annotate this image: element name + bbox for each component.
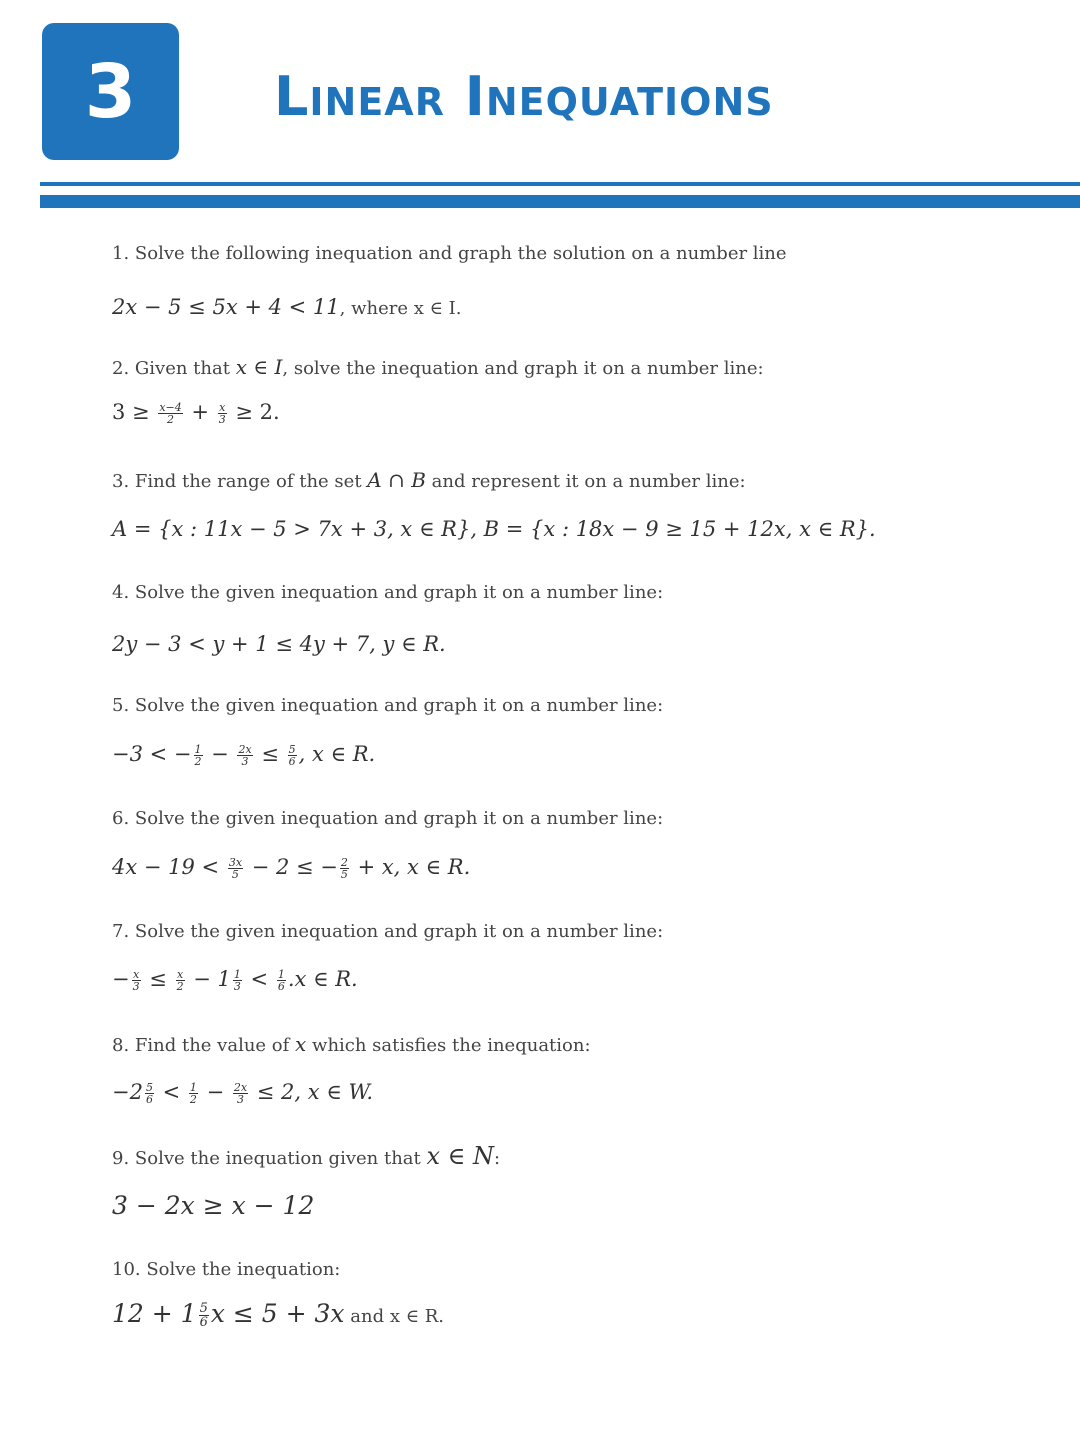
fraction	[199, 1302, 209, 1329]
question-10-suffix: and x ∈ R.	[344, 1306, 445, 1327]
fraction	[132, 969, 141, 992]
fraction-denominator: 6	[145, 1093, 153, 1106]
question-7-prompt: 7. Solve the given inequation and graph it on a number line:	[112, 921, 664, 942]
expr-part: −	[112, 967, 130, 991]
expr-part: − 1	[186, 967, 231, 991]
expr-part: , x ∈ R.	[298, 742, 376, 766]
expr-part: + x, x ∈ R.	[350, 855, 471, 879]
fraction	[233, 969, 242, 992]
question-2-expr-pre: 3 ≥	[112, 400, 157, 424]
fraction-numerator: 1	[277, 968, 285, 981]
question-9-prompt-math: x ∈ N	[426, 1142, 495, 1170]
fraction	[145, 1082, 154, 1105]
fraction-numerator: 2	[340, 856, 348, 869]
fraction-denominator: 6	[288, 755, 296, 768]
question-2-fraction-1	[158, 402, 182, 425]
fraction-denominator: 3	[236, 1093, 244, 1106]
fraction-denominator: 3	[218, 413, 226, 426]
fraction-denominator: 3	[241, 755, 249, 768]
question-10-prompt: 10. Solve the inequation:	[112, 1259, 341, 1280]
question-2-expr-mid: +	[184, 400, 216, 424]
question-2-prompt-post: , solve the inequation and graph it on a number line:	[282, 358, 764, 379]
fraction-numerator: 1	[233, 968, 241, 981]
expr-part: −2	[112, 1080, 143, 1104]
question-8-expression	[112, 1076, 373, 1108]
question-3-prompt-post: and represent it on a number line:	[425, 471, 746, 492]
question-8-prompt-pre: 8. Find the value of	[112, 1035, 296, 1056]
question-5-prompt: 5. Solve the given inequation and graph it on a number line:	[112, 695, 664, 716]
expr-part: <	[243, 967, 275, 991]
question-3-prompt-math: A ∩ B	[367, 468, 426, 492]
question-1-expression	[112, 291, 461, 325]
chapter-title: Linear Inequations	[274, 65, 774, 128]
fraction-denominator: 5	[340, 868, 348, 881]
expr-part: − 2 ≤ −	[245, 855, 338, 879]
expr-part: ≤	[254, 742, 286, 766]
expr-part: ≤	[142, 967, 174, 991]
fraction	[288, 744, 297, 767]
question-3-prompt-pre: 3. Find the range of the set	[112, 471, 368, 492]
question-9-prompt-pre: 9. Solve the inequation given that	[112, 1148, 427, 1169]
question-3-expression: A = {x : 11x − 5 > 7x + 3, x ∈ R}, B = {x : 18x − 9 ≥ 15 + 12x, x ∈ R}.	[112, 517, 876, 541]
fraction-numerator: 5	[288, 743, 296, 756]
fraction	[194, 744, 203, 767]
question-9-prompt	[112, 1144, 500, 1171]
question-2-prompt	[112, 355, 764, 381]
fraction	[237, 744, 252, 767]
fraction	[228, 857, 243, 880]
question-6-expression	[112, 851, 470, 883]
fraction-numerator: 1	[189, 1081, 197, 1094]
question-8-prompt	[112, 1032, 591, 1058]
fraction-denominator: 3	[132, 980, 140, 993]
fraction	[176, 969, 185, 992]
fraction-numerator: 2x	[238, 743, 252, 756]
question-8-prompt-math: x	[295, 1032, 307, 1056]
chapter-number-box	[42, 23, 179, 160]
fraction-numerator: x	[133, 968, 140, 981]
expr-part: .x ∈ R.	[287, 967, 358, 991]
question-2-prompt-pre: 2. Given that	[112, 358, 236, 379]
question-9-math: 3 − 2x ≥ x − 12	[112, 1191, 315, 1220]
question-2-expression	[112, 396, 280, 428]
question-4-expression: 2y − 3 < y + 1 ≤ 4y + 7, y ∈ R.	[112, 632, 446, 656]
question-6-prompt: 6. Solve the given inequation and graph it on a number line:	[112, 808, 664, 829]
question-1-suffix: , where x ∈ I.	[339, 298, 462, 319]
question-3-prompt	[112, 468, 746, 494]
fraction-numerator: x−4	[159, 401, 182, 414]
fraction-numerator: x	[176, 968, 184, 981]
fraction-numerator: 5	[145, 1081, 153, 1094]
expr-part: ≤ 2, x ∈ W.	[250, 1080, 374, 1104]
expr-part: x ≤ 5 + 3x	[210, 1299, 345, 1328]
fraction	[189, 1082, 198, 1105]
fraction	[340, 857, 349, 880]
expr-part: <	[155, 1080, 187, 1104]
fraction-denominator: 2	[194, 755, 202, 768]
fraction	[233, 1082, 248, 1105]
fraction	[277, 969, 286, 992]
expr-part: −3 < −	[112, 742, 192, 766]
question-10-math	[112, 1299, 345, 1328]
fraction-denominator: 2	[189, 1093, 197, 1106]
fraction-denominator: 5	[231, 868, 239, 881]
expr-part: 12 + 1	[112, 1299, 197, 1328]
question-4-prompt: 4. Solve the given inequation and graph it on a number line:	[112, 582, 664, 603]
fraction-denominator: 6	[277, 980, 285, 993]
question-2-expr-post: ≥ 2.	[228, 400, 280, 424]
fraction-denominator: 6	[199, 1315, 208, 1330]
question-10-expression	[112, 1298, 444, 1333]
header-divider-thin	[40, 182, 1080, 186]
fraction-numerator: 3x	[228, 856, 243, 869]
question-8-prompt-post: which satisfies the inequation:	[306, 1035, 591, 1056]
expr-part: 4x − 19 <	[112, 855, 226, 879]
expr-part: −	[199, 1080, 231, 1104]
chapter-number: 3	[84, 48, 137, 135]
question-1-prompt: 1. Solve the following inequation and graph the solution on a number line	[112, 243, 787, 264]
question-5-expression	[112, 738, 375, 770]
question-9-prompt-post: :	[494, 1148, 501, 1169]
question-7-expression	[112, 963, 358, 995]
fraction-numerator: 1	[194, 743, 202, 756]
fraction-numerator: x	[219, 401, 226, 414]
fraction-denominator: 3	[233, 980, 241, 993]
question-2-prompt-math: x ∈ I	[235, 355, 283, 379]
question-1-math: 2x − 5 ≤ 5x + 4 < 11	[112, 295, 340, 319]
fraction-denominator: 2	[167, 413, 175, 426]
fraction-numerator: 5	[199, 1301, 208, 1316]
header-divider-thick	[40, 195, 1080, 208]
fraction-denominator: 2	[176, 980, 184, 993]
question-2-fraction-2	[218, 402, 227, 425]
question-9-expression	[112, 1190, 314, 1222]
fraction-numerator: 2x	[233, 1081, 248, 1094]
expr-part: −	[204, 742, 236, 766]
